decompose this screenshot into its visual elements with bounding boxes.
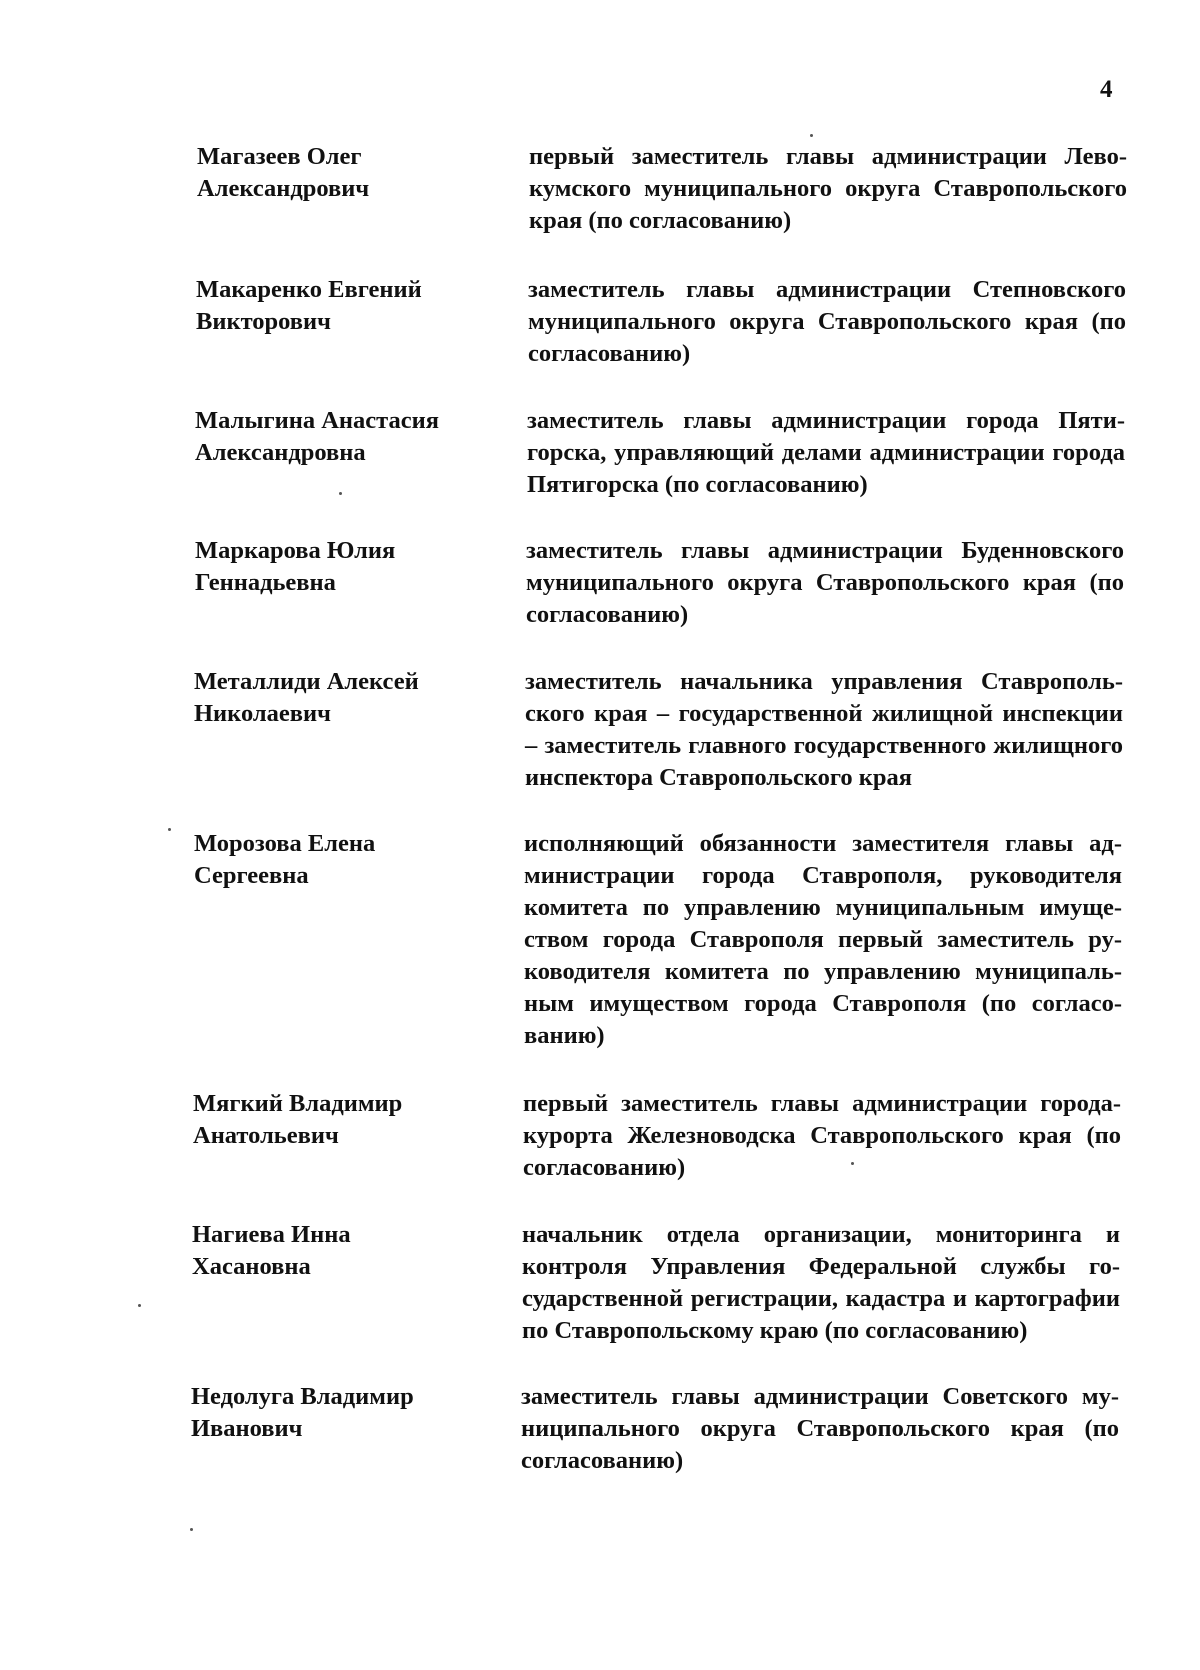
scan-speck [851, 1162, 854, 1165]
member-name: Маркарова Юлия Геннадьевна [195, 537, 396, 596]
member-role: первый заместитель главы администрации города-курорта Железноводска Ставропольского края (по согласованию) [523, 1090, 1121, 1181]
scan-speck [190, 1528, 193, 1531]
member-name: Магазеев Олег Александрович [197, 143, 370, 202]
member-role: заместитель главы администрации Степновского муниципального округа Ставропольского края (по согласованию) [528, 276, 1126, 367]
member-name: Малыгина Анастасия Александровна [195, 407, 439, 466]
member-role: начальник отдела организации, мониторинга и контроля Управления Федеральной службы государственной регистрации, кадастра и картографии по Ставропольскому краю (по согласованию) [522, 1221, 1120, 1344]
scan-speck [339, 492, 342, 495]
member-name: Металлиди Алексей Николаевич [194, 668, 419, 727]
member-name: Нагиева Инна Хасановна [192, 1221, 351, 1280]
page-number: 4 [1100, 76, 1113, 103]
scan-speck [168, 828, 171, 831]
member-role: заместитель главы администрации города Пятигорска, управляющий делами администрации города Пятигорска (по согласованию) [527, 407, 1125, 498]
member-role: исполняющий обязанности заместителя главы администрации города Ставрополя, руководителя комитета по управлению муниципальным имуществом города Ставрополя первый заместитель руководителя комитета по управлению муниципальным имуществом города Ставрополя (по согласованию) [524, 830, 1122, 1049]
member-role: первый заместитель главы администрации Левокумского муниципального округа Ставропольского края (по согласованию) [529, 143, 1127, 234]
member-role: заместитель начальника управления Ставропольского края – государственной жилищной инспекции – заместитель главного государственного жилищного инспектора Ставропольского края [525, 668, 1123, 791]
scan-speck [138, 1304, 141, 1307]
member-name: Макаренко Евгений Викторович [196, 276, 422, 335]
member-role: заместитель главы администрации Буденновского муниципального округа Ставропольского края (по согласованию) [526, 537, 1124, 628]
scan-speck [810, 134, 813, 137]
member-role: заместитель главы администрации Советского муниципального округа Ставропольского края (по согласованию) [521, 1383, 1119, 1474]
member-name: Мягкий Владимир Анатольевич [193, 1090, 403, 1149]
member-name: Недолуга Владимир Иванович [191, 1383, 414, 1442]
member-name: Морозова Елена Сергеевна [194, 830, 376, 889]
